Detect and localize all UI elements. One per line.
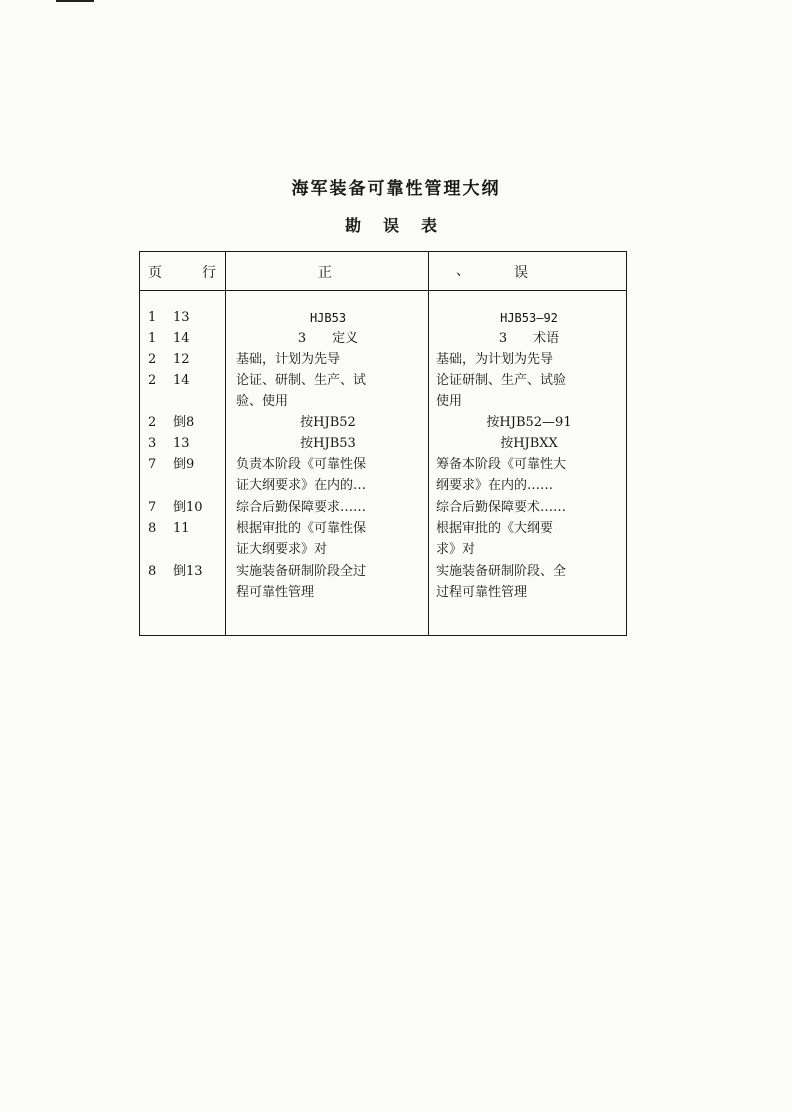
row-line: 11 xyxy=(173,521,190,536)
row-correct-text: 综合后勤保障要求…… xyxy=(236,500,367,515)
row-page: 2 xyxy=(148,352,157,367)
row-correct-text: 按HJB53 xyxy=(300,436,356,451)
row-wrong-text: 3 术语 xyxy=(498,331,560,346)
row-correct-text: 验、使用 xyxy=(236,394,289,409)
row-page: 1 xyxy=(148,331,157,346)
header-page: 页 xyxy=(148,265,162,281)
row-line: 倒8 xyxy=(173,415,195,430)
row-correct-text: 论证、研制、生产、试 xyxy=(236,373,367,388)
row-line: 倒13 xyxy=(173,564,203,579)
row-page: 8 xyxy=(148,564,157,579)
row-correct-text: 证大纲要求》对 xyxy=(236,542,328,557)
header-correct: 正 xyxy=(318,265,332,281)
row-page: 2 xyxy=(148,415,157,430)
row-wrong-text: 求》对 xyxy=(436,542,476,557)
row-wrong-text: 使用 xyxy=(436,394,463,409)
row-wrong-text: 纲要求》在内的…… xyxy=(436,478,554,493)
row-line: 14 xyxy=(173,331,190,346)
errata-heading: 勘误表 xyxy=(344,216,459,235)
row-page: 7 xyxy=(148,457,157,472)
errata-table xyxy=(139,251,627,636)
document-title: 海军装备可靠性管理大纲 xyxy=(291,179,501,199)
column-divider-line xyxy=(225,252,226,635)
row-wrong-text: 按HJBXX xyxy=(500,436,558,451)
row-page: 7 xyxy=(148,500,157,515)
row-correct-text: 程可靠性管理 xyxy=(236,585,315,600)
row-page: 2 xyxy=(148,373,157,388)
row-wrong-text: 过程可靠性管理 xyxy=(436,585,528,600)
row-correct-text: 按HJB52 xyxy=(300,415,356,430)
row-line: 13 xyxy=(173,310,190,325)
row-wrong-text: 基础，为计划为先导 xyxy=(436,352,554,367)
row-correct-text: 3 定义 xyxy=(297,331,359,346)
row-page: 3 xyxy=(148,436,157,451)
row-wrong-text: 筹备本阶段《可靠性大 xyxy=(436,457,567,472)
row-wrong-text: 根据审批的《大纲要 xyxy=(436,521,554,536)
row-page: 1 xyxy=(148,310,157,325)
row-line: 12 xyxy=(173,352,190,367)
row-correct-text: 根据审批的《可靠性保 xyxy=(236,521,367,536)
row-line: 倒10 xyxy=(173,500,203,515)
header-wrong: 误 xyxy=(514,265,528,281)
row-correct-text: HJB53 xyxy=(309,311,347,325)
row-wrong-text: 论证研制、生产、试验 xyxy=(436,373,567,388)
row-wrong-text: HJB53—92 xyxy=(500,311,558,325)
row-line: 14 xyxy=(173,373,190,388)
top-edge-mark xyxy=(56,0,94,2)
row-page: 8 xyxy=(148,521,157,536)
row-correct-text: 负责本阶段《可靠性保 xyxy=(236,457,367,472)
row-line: 倒9 xyxy=(173,457,195,472)
row-correct-text: 实施装备研制阶段全过 xyxy=(236,564,367,579)
header-divider xyxy=(140,290,626,291)
row-wrong-text: 按HJB52—91 xyxy=(486,415,572,430)
header-mark: 、 xyxy=(456,263,470,279)
row-correct-text: 证大纲要求》在内的… xyxy=(236,478,367,493)
row-wrong-text: 实施装备研制阶段、全 xyxy=(436,564,567,579)
row-correct-text: 基础，计划为先导 xyxy=(236,352,341,367)
row-wrong-text: 综合后勤保障要术…… xyxy=(436,500,567,515)
column-divider-correct xyxy=(428,252,429,635)
header-line: 行 xyxy=(202,265,216,281)
row-line: 13 xyxy=(173,436,190,451)
